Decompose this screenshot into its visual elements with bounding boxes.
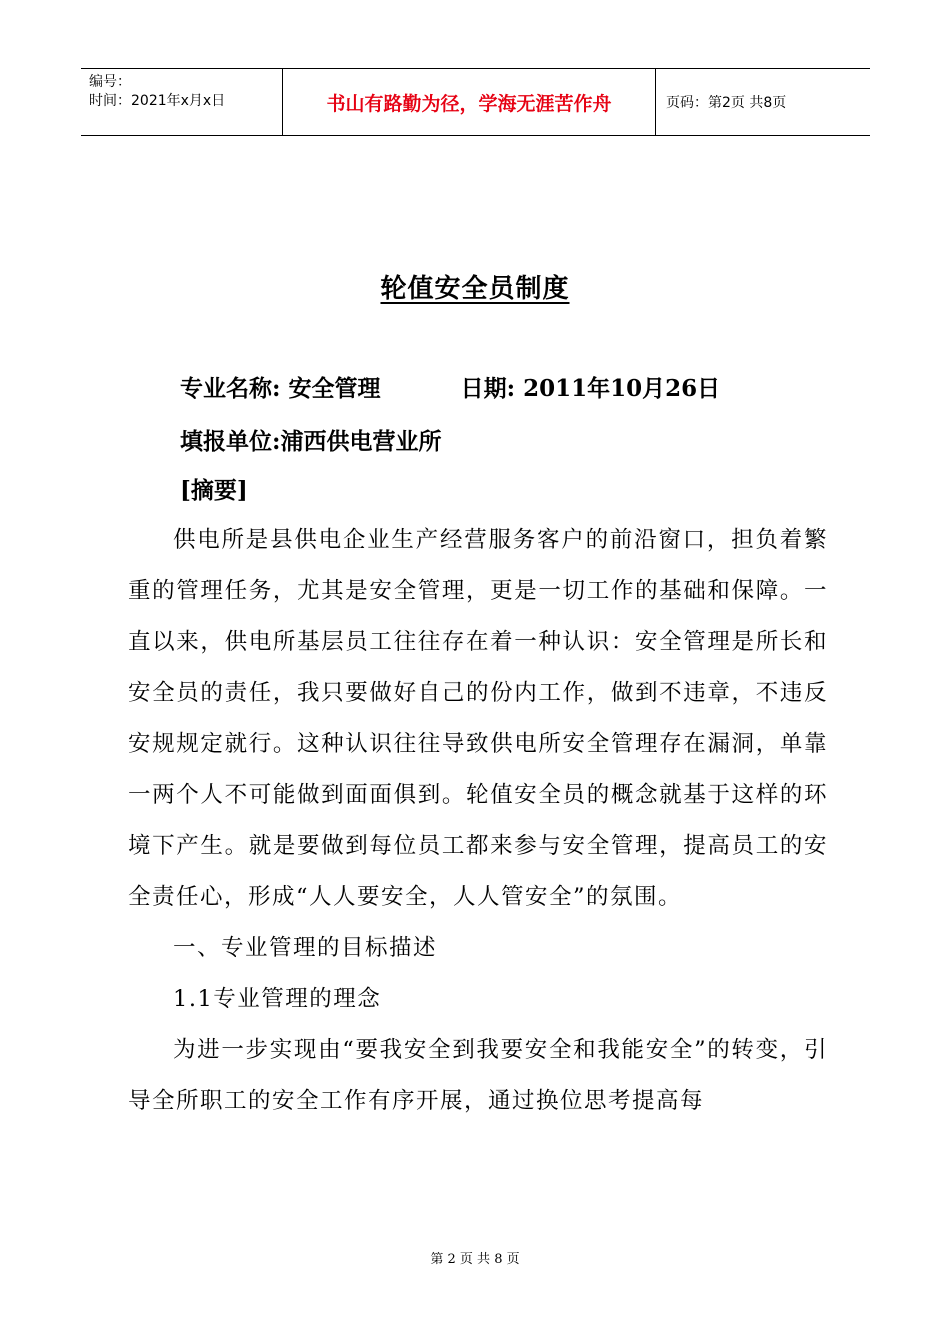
unit-line: 填报单位:浦西供电营业所 [180, 428, 442, 455]
page-footer: 第 2 页 共 8 页 [430, 1252, 520, 1267]
body-paragraph: 为进一步实现由“要我安全到我要安全和我能安全”的转变，引导全所职工的安全工作有序开展，通过换位思考提高每 [128, 1037, 828, 1114]
document-title-wrap [0, 268, 950, 305]
body-text [128, 515, 828, 1127]
subsection-heading: 1.1专业管理的理念 [173, 986, 382, 1012]
header-page-label: 页码：第2页 共8页 [666, 95, 787, 111]
document-title: 轮值安全员制度 [380, 274, 570, 304]
page-header [81, 68, 870, 136]
header-info-cell [81, 69, 283, 135]
section-heading: 一、专业管理的目标描述 [173, 935, 438, 961]
field-line: 专业名称: 安全管理 日期: 2011年10月26日 [180, 375, 721, 402]
header-motto: 书山有路勤为径，学海无涯苦作舟 [283, 69, 656, 135]
time-label: 时间：2021年x月x日 [89, 93, 226, 109]
abstract-heading: [摘要] [180, 477, 248, 504]
abstract-paragraph: 供电所是县供电企业生产经营服务客户的前沿窗口，担负着繁重的管理任务，尤其是安全管理，更是一切工作的基础和保障。一直以来，供电所基层员工往往存在着一种认识：安全管理是所长和安全员的责任，我只要做好自己的份内工作，做到不违章，不违反安规规定就行。这种认识往往导致供电所安全管理存在漏洞，单靠一两个人不可能做到面面俱到。轮值安全员的概念就基于这样的环境下产生。就是要做到每位员工都来参与安全管理，提高员工的安全责任心，形成“人人要安全，人人管安全”的氛围。 [128, 527, 828, 910]
code-label: 编号： [89, 74, 131, 90]
